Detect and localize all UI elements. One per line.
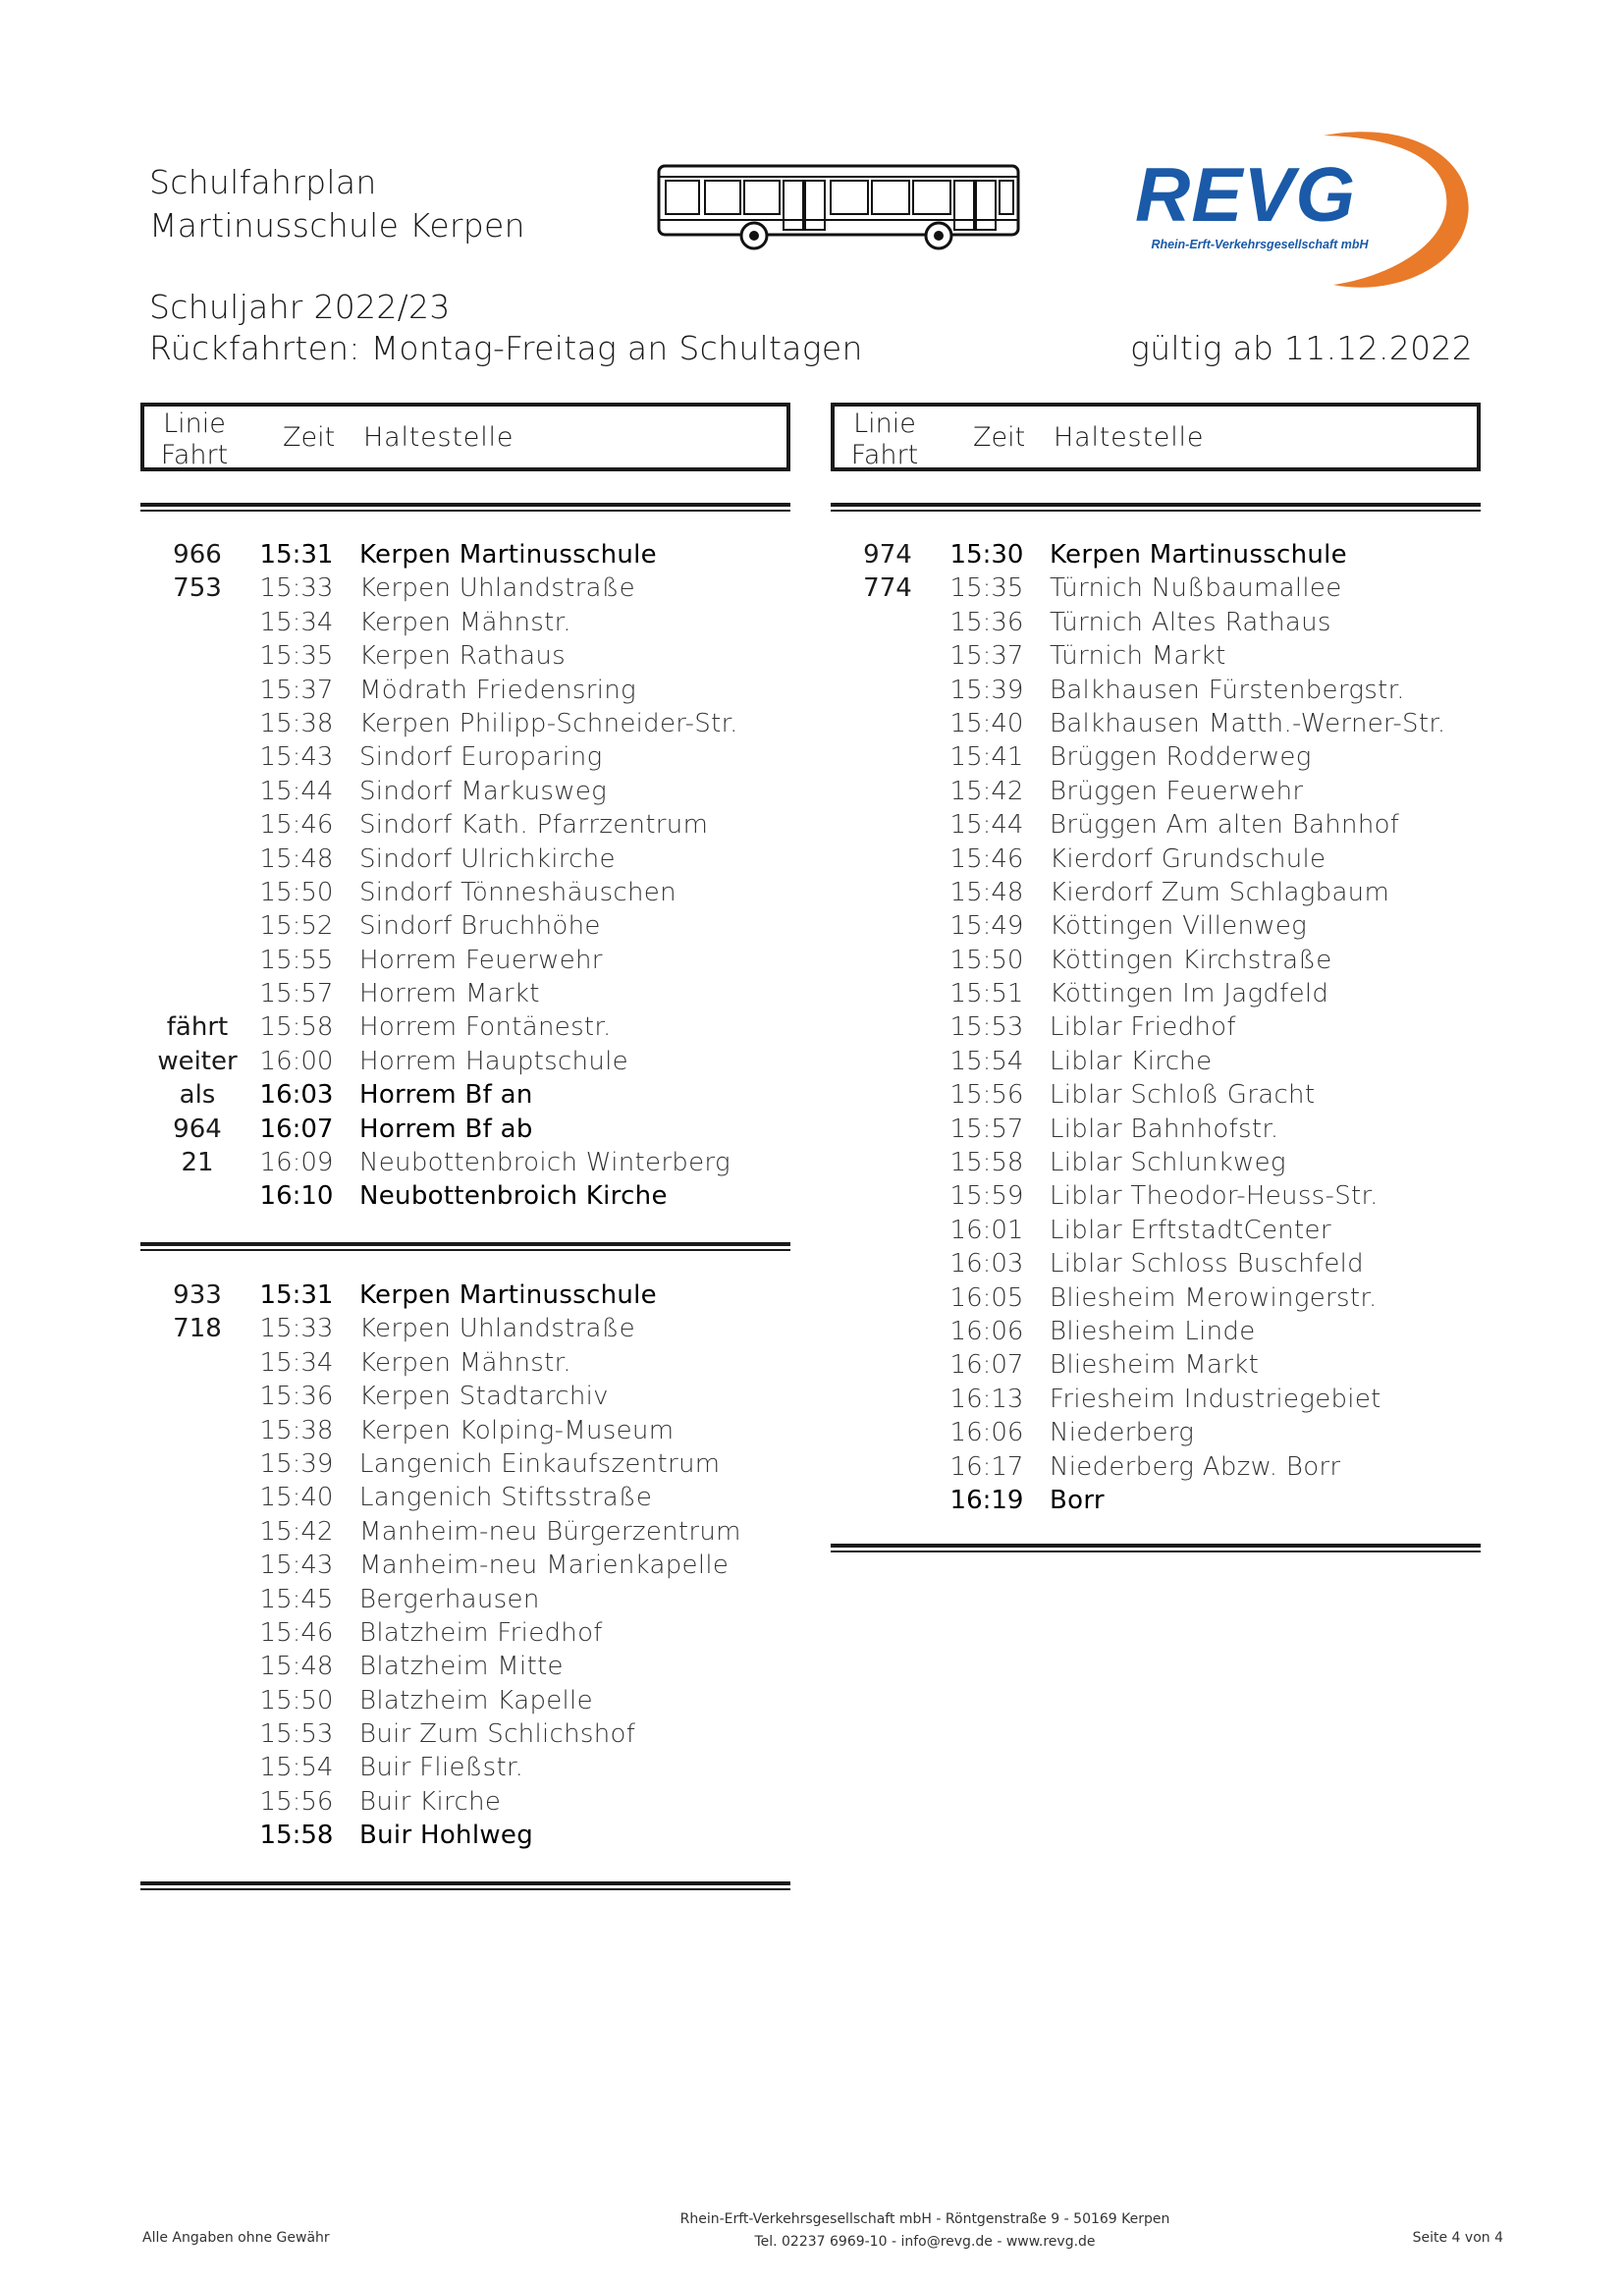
timetable-row	[834, 1113, 1482, 1146]
timetable-row	[834, 1179, 1482, 1213]
school-year: Schuljahr 2022/23	[149, 288, 451, 326]
timetable-row	[143, 1616, 791, 1650]
row-time: 15:43	[259, 742, 334, 773]
timetable-row	[834, 843, 1482, 876]
row-stop: Niederberg	[1050, 1418, 1195, 1448]
row-time: 15:44	[259, 776, 334, 806]
row-stop: Blatzheim Friedhof	[359, 1617, 603, 1648]
row-stop: Liblar Friedhof	[1050, 1012, 1236, 1043]
row-stop: Neubottenbroich Winterberg	[359, 1148, 731, 1178]
timetable-row	[834, 571, 1482, 605]
row-linie: 964	[173, 1114, 222, 1144]
row-time: 15:31	[259, 540, 334, 570]
row-time: 15:50	[259, 877, 334, 907]
row-time: 15:57	[259, 979, 334, 1009]
timetable-row	[143, 1785, 791, 1819]
timetable-row	[143, 977, 791, 1010]
row-stop: Liblar Schloss Buschfeld	[1050, 1249, 1364, 1279]
row-stop: Horrem Fontänestr.	[359, 1012, 612, 1043]
row-time: 15:57	[949, 1114, 1024, 1144]
row-time: 15:38	[259, 708, 334, 738]
timetable-row	[143, 1751, 791, 1784]
row-time: 15:30	[949, 540, 1024, 570]
footer-contact: Tel. 02237 6969-10 - info@revg.de - www.revg.de	[754, 2234, 1096, 2250]
row-time: 15:54	[259, 1753, 334, 1783]
right-block-rows	[834, 538, 1482, 1517]
timetable-row	[834, 1281, 1482, 1315]
timetable-row	[834, 775, 1482, 808]
right-table-header	[831, 403, 1481, 471]
row-stop: Buir Hohlweg	[359, 1821, 534, 1851]
row-stop: Bliesheim Linde	[1050, 1316, 1256, 1346]
row-time: 15:52	[259, 911, 334, 942]
timetable-row	[143, 1312, 791, 1345]
left-table-header	[140, 403, 790, 471]
row-stop: Brüggen Rodderweg	[1050, 742, 1312, 773]
row-stop: Neubottenbroich Kirche	[359, 1181, 668, 1212]
row-stop: Liblar Bahnhofstr.	[1050, 1114, 1279, 1144]
timetable-row	[834, 1348, 1482, 1382]
timetable-row	[834, 909, 1482, 943]
row-time: 15:45	[259, 1584, 334, 1614]
row-stop: Bliesheim Merowingerstr.	[1050, 1282, 1378, 1313]
timetable-row	[143, 944, 791, 977]
row-time: 15:35	[259, 641, 334, 672]
row-time: 15:35	[949, 573, 1024, 604]
footer-disclaimer: Alle Angaben ohne Gewähr	[142, 2230, 330, 2246]
row-stop: Brüggen Feuerwehr	[1050, 776, 1304, 806]
left-col-haltestelle: Haltestelle	[363, 422, 514, 453]
row-time: 15:40	[259, 1483, 334, 1513]
timetable-row	[834, 707, 1482, 740]
timetable-row	[834, 1315, 1482, 1348]
timetable-row	[834, 1078, 1482, 1112]
row-stop: Sindorf Bruchhöhe	[359, 911, 601, 942]
timetable-row	[143, 1650, 791, 1683]
row-time: 15:56	[259, 1786, 334, 1817]
row-time: 15:46	[259, 1617, 334, 1648]
timetable-row	[143, 909, 791, 943]
row-time: 15:31	[259, 1280, 334, 1310]
row-stop: Sindorf Ulrichkirche	[359, 843, 616, 874]
row-time: 15:56	[949, 1080, 1024, 1111]
timetable-row	[834, 1146, 1482, 1179]
left-block-1-rows	[143, 538, 791, 1214]
left-col-fahrt: Fahrt	[160, 440, 229, 470]
timetable-row	[143, 1414, 791, 1447]
footer-page-number: Seite 4 von 4	[1412, 2230, 1503, 2246]
row-stop: Langenich Stiftsstraße	[359, 1483, 653, 1513]
row-time: 15:46	[259, 810, 334, 841]
timetable-row	[834, 1214, 1482, 1247]
row-linie: 933	[173, 1280, 222, 1310]
timetable-row	[143, 1819, 791, 1852]
row-stop: Kerpen Mähnstr.	[359, 1347, 571, 1378]
row-stop: Kierdorf Zum Schlagbaum	[1050, 877, 1390, 907]
row-stop: Kerpen Philipp-Schneider-Str.	[359, 708, 738, 738]
row-time: 15:42	[949, 776, 1024, 806]
row-time: 15:40	[949, 708, 1024, 738]
revg-logo	[1127, 120, 1481, 292]
timetable-row	[834, 1450, 1482, 1484]
left-block-2-top-rule	[140, 1242, 790, 1251]
right-col-fahrt: Fahrt	[850, 440, 919, 470]
row-stop: Buir Fließstr.	[359, 1753, 524, 1783]
timetable-row	[143, 1549, 791, 1582]
row-stop: Horrem Hauptschule	[359, 1046, 628, 1076]
row-linie: 753	[173, 573, 222, 604]
timetable-row	[834, 1383, 1482, 1416]
timetable-row	[834, 639, 1482, 673]
timetable-row	[834, 740, 1482, 774]
left-block-2-rows	[143, 1279, 791, 1853]
timetable-row	[834, 1010, 1482, 1044]
row-time: 15:38	[259, 1415, 334, 1445]
row-time: 15:48	[259, 1652, 334, 1682]
bus-icon	[656, 163, 1023, 251]
row-time: 16:06	[949, 1418, 1024, 1448]
row-stop: Bergerhausen	[359, 1584, 540, 1614]
timetable-row	[143, 740, 791, 774]
row-stop: Liblar ErftstadtCenter	[1050, 1215, 1331, 1245]
row-stop: Balkhausen Fürstenbergstr.	[1050, 675, 1405, 705]
row-stop: Kerpen Martinusschule	[1050, 540, 1347, 570]
row-stop: Sindorf Kath. Pfarrzentrum	[359, 810, 709, 841]
timetable-row	[834, 1045, 1482, 1078]
row-time: 15:44	[949, 810, 1024, 841]
row-stop: Türnich Markt	[1050, 641, 1226, 672]
timetable-row	[834, 1416, 1482, 1449]
right-col-zeit: Zeit	[973, 422, 1026, 453]
timetable-row	[834, 944, 1482, 977]
row-time: 16:09	[259, 1148, 334, 1178]
timetable-row	[143, 1010, 791, 1044]
row-time: 15:37	[949, 641, 1024, 672]
row-stop: Bliesheim Markt	[1050, 1350, 1260, 1381]
footer-company: Rhein-Erft-Verkehrsgesellschaft mbH - Röntgenstraße 9 - 50169 Kerpen	[679, 2211, 1170, 2227]
row-stop: Buir Kirche	[359, 1786, 502, 1817]
row-stop: Liblar Kirche	[1050, 1046, 1213, 1076]
row-stop: Liblar Schloß Gracht	[1050, 1080, 1316, 1111]
row-time: 15:36	[259, 1382, 334, 1412]
row-stop: Köttingen Im Jagdfeld	[1050, 979, 1329, 1009]
row-time: 15:58	[259, 1821, 334, 1851]
row-stop: Kerpen Kolping-Museum	[359, 1415, 675, 1445]
row-stop: Kierdorf Grundschule	[1050, 843, 1326, 874]
row-linie: 21	[181, 1148, 214, 1178]
left-block-1-top-rule	[140, 503, 790, 512]
row-time: 15:33	[259, 1314, 334, 1344]
row-time: 16:00	[259, 1046, 334, 1076]
left-col-linie-fahrt	[140, 408, 248, 471]
timetable-row	[143, 1146, 791, 1179]
timetable-row	[143, 843, 791, 876]
timetable-row	[143, 1346, 791, 1380]
valid-from: gültig ab 11.12.2022	[1130, 329, 1473, 367]
row-time: 15:51	[949, 979, 1024, 1009]
right-block-top-rule	[831, 503, 1481, 512]
row-stop: Sindorf Markusweg	[359, 776, 608, 806]
timetable-row	[143, 538, 791, 571]
timetable-row	[143, 876, 791, 909]
row-time: 15:55	[259, 945, 334, 975]
row-time: 15:59	[949, 1181, 1024, 1212]
timetable-row	[143, 1380, 791, 1413]
row-stop: Kerpen Martinusschule	[359, 1280, 657, 1310]
row-stop: Kerpen Rathaus	[359, 641, 566, 672]
row-time: 16:03	[949, 1249, 1024, 1279]
timetable-row	[143, 1583, 791, 1616]
timetable-row	[834, 538, 1482, 571]
row-stop: Sindorf Europaring	[359, 742, 603, 773]
row-linie: 718	[173, 1314, 222, 1344]
title-line-1: Schulfahrplan	[149, 163, 377, 201]
left-col-linie: Linie	[163, 408, 226, 439]
row-stop: Kerpen Uhlandstraße	[359, 573, 635, 604]
row-time: 15:49	[949, 911, 1024, 942]
timetable-row	[834, 808, 1482, 842]
timetable-row	[143, 1078, 791, 1112]
row-stop: Friesheim Industriegebiet	[1050, 1384, 1381, 1414]
row-stop: Köttingen Kirchstraße	[1050, 945, 1332, 975]
row-linie: 966	[173, 540, 222, 570]
row-stop: Niederberg Abzw. Borr	[1050, 1451, 1341, 1482]
row-time: 15:36	[949, 607, 1024, 637]
row-stop: Horrem Feuerwehr	[359, 945, 603, 975]
row-time: 15:58	[949, 1148, 1024, 1178]
row-time: 15:46	[949, 843, 1024, 874]
timetable-row	[834, 1247, 1482, 1280]
row-linie: als	[179, 1080, 216, 1111]
right-col-haltestelle: Haltestelle	[1054, 422, 1205, 453]
row-stop: Mödrath Friedensring	[359, 675, 636, 705]
timetable-row	[143, 1717, 791, 1751]
row-linie: 974	[863, 540, 912, 570]
subtitle: Rückfahrten: Montag-Freitag an Schultagen	[149, 329, 863, 367]
row-stop: Blatzheim Kapelle	[359, 1685, 593, 1715]
row-time: 15:50	[259, 1685, 334, 1715]
row-time: 15:48	[949, 877, 1024, 907]
row-stop: Köttingen Villenweg	[1050, 911, 1308, 942]
row-time: 15:48	[259, 843, 334, 874]
title-line-2: Martinusschule Kerpen	[149, 206, 525, 245]
row-stop: Horrem Markt	[359, 979, 540, 1009]
left-block-2-bottom-rule	[140, 1881, 790, 1890]
timetable-row	[143, 1684, 791, 1717]
row-time: 15:37	[259, 675, 334, 705]
timetable-row	[143, 606, 791, 639]
row-time: 15:41	[949, 742, 1024, 773]
row-time: 15:33	[259, 573, 334, 604]
row-stop: Manheim-neu Marienkapelle	[359, 1551, 730, 1581]
row-time: 15:34	[259, 607, 334, 637]
timetable-row	[834, 977, 1482, 1010]
row-time: 15:39	[259, 1448, 334, 1479]
row-time: 15:50	[949, 945, 1024, 975]
timetable-row	[143, 1481, 791, 1514]
row-time: 16:13	[949, 1384, 1024, 1414]
timetable-row	[143, 1113, 791, 1146]
timetable-row	[143, 1515, 791, 1549]
timetable-row	[143, 775, 791, 808]
row-stop: Borr	[1050, 1485, 1105, 1515]
logo-subtext: Rhein-Erft-Verkehrsgesellschaft mbH	[1151, 238, 1369, 251]
row-time: 15:53	[259, 1719, 334, 1750]
timetable-row	[143, 1179, 791, 1213]
timetable-row	[143, 639, 791, 673]
row-time: 16:05	[949, 1282, 1024, 1313]
row-stop: Brüggen Am alten Bahnhof	[1050, 810, 1400, 841]
row-linie: weiter	[157, 1046, 238, 1076]
right-col-linie-fahrt	[831, 408, 939, 471]
row-linie: fährt	[166, 1012, 229, 1043]
row-time: 16:10	[259, 1181, 334, 1212]
row-stop: Horrem Bf an	[359, 1080, 533, 1111]
timetable-row	[143, 1279, 791, 1312]
row-time: 16:03	[259, 1080, 334, 1111]
row-stop: Liblar Theodor-Heuss-Str.	[1050, 1181, 1379, 1212]
row-stop: Kerpen Uhlandstraße	[359, 1314, 635, 1344]
row-time: 16:17	[949, 1451, 1024, 1482]
row-time: 15:42	[259, 1516, 334, 1547]
row-time: 16:06	[949, 1316, 1024, 1346]
timetable-row	[143, 1447, 791, 1481]
row-stop: Manheim-neu Bürgerzentrum	[359, 1516, 741, 1547]
timetable-row	[834, 674, 1482, 707]
row-time: 16:01	[949, 1215, 1024, 1245]
timetable-row	[143, 707, 791, 740]
row-time: 15:53	[949, 1012, 1024, 1043]
row-stop: Langenich Einkaufszentrum	[359, 1448, 721, 1479]
row-time: 16:07	[259, 1114, 334, 1144]
timetable-row	[834, 876, 1482, 909]
right-col-linie: Linie	[853, 408, 916, 439]
timetable-row	[143, 571, 791, 605]
row-stop: Kerpen Martinusschule	[359, 540, 657, 570]
timetable-row	[143, 808, 791, 842]
row-time: 15:39	[949, 675, 1024, 705]
timetable-row	[834, 1484, 1482, 1517]
row-time: 15:34	[259, 1347, 334, 1378]
row-stop: Türnich Altes Rathaus	[1050, 607, 1331, 637]
left-col-zeit: Zeit	[283, 422, 336, 453]
row-time: 16:07	[949, 1350, 1024, 1381]
timetable-row	[143, 674, 791, 707]
row-linie: 774	[863, 573, 912, 604]
row-stop: Kerpen Stadtarchiv	[359, 1382, 609, 1412]
row-time: 15:54	[949, 1046, 1024, 1076]
row-stop: Kerpen Mähnstr.	[359, 607, 571, 637]
row-stop: Liblar Schlunkweg	[1050, 1148, 1286, 1178]
row-stop: Türnich Nußbaumallee	[1050, 573, 1342, 604]
row-time: 16:19	[949, 1485, 1024, 1515]
timetable-row	[143, 1045, 791, 1078]
row-time: 15:43	[259, 1551, 334, 1581]
row-stop: Blatzheim Mitte	[359, 1652, 564, 1682]
row-stop: Sindorf Tönneshäuschen	[359, 877, 677, 907]
logo-wordmark: REVG	[1135, 151, 1357, 238]
right-block-bottom-rule	[831, 1544, 1481, 1552]
row-time: 15:58	[259, 1012, 334, 1043]
row-stop: Balkhausen Matth.-Werner-Str.	[1050, 708, 1446, 738]
row-stop: Buir Zum Schlichshof	[359, 1719, 636, 1750]
row-stop: Horrem Bf ab	[359, 1114, 533, 1144]
timetable-row	[834, 606, 1482, 639]
